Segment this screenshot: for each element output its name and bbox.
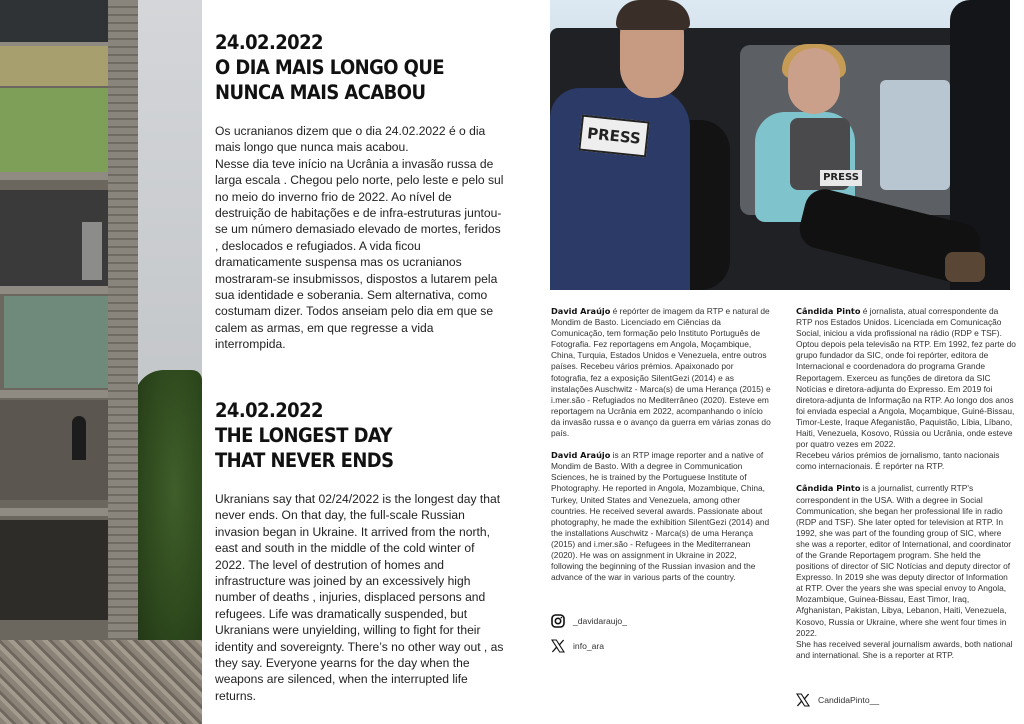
headline-line-2: THAT NEVER ENDS bbox=[215, 449, 394, 472]
room bbox=[0, 88, 108, 172]
boot bbox=[945, 252, 985, 282]
body-pt bbox=[215, 123, 505, 353]
bio-name: David Araújo bbox=[551, 450, 611, 461]
building-photo bbox=[0, 0, 202, 724]
instagram-icon bbox=[551, 614, 565, 628]
floor-slab bbox=[0, 390, 118, 398]
press-patch: PRESS bbox=[578, 115, 649, 158]
section-english bbox=[215, 398, 505, 704]
headline-line-1: O DIA MAIS LONGO QUE bbox=[215, 56, 445, 79]
floor-slab bbox=[0, 172, 118, 180]
room bbox=[4, 296, 110, 388]
bio-candida-pinto bbox=[796, 306, 1016, 672]
arched-window bbox=[72, 416, 86, 460]
bio-en bbox=[551, 450, 771, 583]
candida-x[interactable] bbox=[796, 692, 879, 708]
instagram-handle: _davidaraujo_ bbox=[573, 616, 627, 626]
man-hair bbox=[616, 0, 690, 30]
david-instagram[interactable] bbox=[551, 613, 627, 629]
room bbox=[0, 400, 112, 500]
rubble bbox=[0, 640, 202, 724]
headline-line-2: NUNCA MAIS ACABOU bbox=[215, 81, 426, 104]
bio-en-2: She has received several journalism awards, both national and international. She is a reporter at RTP. bbox=[796, 638, 1013, 660]
bio-text: é jornalista, atual correspondente da RTP nos Estados Unidos. Licenciada em Comunicação Social, iniciou a vida profissional na rádio (RDP e TSF). Optou depois pela televisão na RTP. Em 1992, fez parte do grupo fundador da SIC, onde foi repórter, editora de Internacional e coordenadora do programa Grande Reportagem. Exerceu as funções de diretora da SIC Notícias e diretora-adjunta do Expresso. Em 2019 foi diretora-adjunta de Informação na RTP. Ao longo dos anos foi enviada especial a Angola, Moçambique, Guiné-Bissau, Timor-Leste, Iraque Afeganistão, Paquistão, Líbia, Líbano, Haiti, Venezuela, Kosovo, Rússia ou Ucrânia, onde esteve por quatro vezes em 2022. bbox=[796, 306, 1016, 450]
bio-text: é repórter de imagem da RTP e natural de Mondim de Basto. Licenciado em Ciências da Comunicação, tem formação pelo Instituto Português de Fotografia. Fez reportagens em Angola, Moçambique, China, Turquia, Estados Unidos e Venezuela, entre outros países. Recebeu vários prémios. Apaixonado por fotografia, fez a exposição SilentGezi (2014) e as instalações Auschwitz - Marca(s) de uma Herança (2015) e i.mer.são - Refugiados no Mediterrâneo (2020). Esteve em reportagem na Ucrânia em 2022, acompanhando o início da invasão russa e o avanço da guerra em várias zonas do país. bbox=[551, 306, 771, 439]
floor-slab bbox=[0, 286, 118, 294]
woman-face bbox=[788, 48, 840, 114]
floor-slab bbox=[0, 508, 118, 516]
headline-en bbox=[215, 398, 482, 473]
bio-name: Cândida Pinto bbox=[796, 306, 861, 316]
headline-date: 24.02.2022 bbox=[215, 399, 323, 422]
bio-pt-2: Recebeu vários prémios de jornalismo, tanto nacionais como internacionais. É repórter na RTP. bbox=[796, 450, 1000, 472]
x-icon bbox=[551, 639, 565, 653]
paragraph: Nesse dia teve início na Ucrânia a invasão russa de larga escala . Chegou pelo norte, pelo leste e pelo sul no meio do inverno frio de 2022. Ao nível de destruição de habitações e de infra-estruturas juntou-se um número demasiado elevado de mortes, feridos , deslocados e refugiados. A vida ficou dramaticamente suspensa mas os ucranianos mostraram-se insubmissos, dispostos a lutarem pela sua identidade e soberania. Sem alternativa, como costumam dizer. Todos anseiam pelo dia em que se calem as armas, em que regresse a vida interrompida. bbox=[215, 156, 504, 352]
headline-pt bbox=[215, 30, 482, 105]
bio-name: Cândida Pinto bbox=[796, 483, 861, 494]
bio-text: is a journalist, currently RTP's correspondent in the USA. With a degree in Social Communication, she began her professional life in radio (RDP and TSF). She later opted for television at RTP. In 1992, she was part of the founding group of SIC, where she was a reporter, editor of International, and coordinator of the Grande Reportagem program. She held the positions of director of SIC Notícias and deputy director of Expresso. In 2019 she was deputy director of Information at RTP. Over the years she was special envoy to Angola, Mozambique, Guinea-Bissau, East Timor, Iraq, Afghanistan, Pakistan, Libya, Lebanon, Haiti, Venezuela, Kosovo, Russia or Ukraine, where she went four times in 2022. bbox=[796, 483, 1012, 638]
david-x[interactable] bbox=[551, 638, 604, 654]
bio-pt bbox=[551, 306, 771, 439]
x-handle: CandidaPinto__ bbox=[818, 695, 880, 705]
room bbox=[0, 0, 112, 42]
refrigerator bbox=[82, 222, 102, 280]
headline-line-1: THE LONGEST DAY bbox=[215, 424, 392, 447]
bio-text: is an RTP image reporter and a native of Mondim de Basto. With a degree in Communication Sciences, he is trained by the Portuguese Institute of Photography. He reported in Angola, Mozambique, China, Turkey, United States and Venezuela, among other countries. He received several awards. Passionate about photography, he made the exhibition SilentGezi (2014) and the installations Auschwitz - Marca(s) de uma Herança (2015) and i.mer.são - Refugees in the Mediterranean (2020). He was on assignment in Ukraine in 2022, following the beginning of the Russian invasion and the advance of the war in various parts of the country. bbox=[551, 450, 770, 583]
x-icon bbox=[796, 693, 810, 707]
reporters-photo bbox=[550, 0, 1010, 290]
section-portuguese bbox=[215, 30, 505, 353]
paragraph: Os ucranianos dizem que o dia 24.02.2022 é o dia mais longo que nunca mais acabou. bbox=[215, 124, 486, 155]
headline-date: 24.02.2022 bbox=[215, 31, 323, 54]
trees bbox=[134, 370, 202, 670]
bio-david-araujo bbox=[551, 306, 771, 594]
x-handle: info_ara bbox=[573, 641, 605, 651]
body-en bbox=[215, 491, 505, 704]
bio-pt bbox=[796, 306, 1016, 450]
bio-name: David Araújo bbox=[551, 306, 611, 316]
brick-edge bbox=[108, 0, 138, 660]
room bbox=[0, 46, 112, 86]
press-patch-2: PRESS bbox=[820, 170, 862, 186]
paragraph: Ukranians say that 02/24/2022 is the longest day that never ends. On that day, the full-scale Russian invasion began in Ukraine. It arrived from the north, east and south in the middle of the cold winter of 2022. The level of destrution of homes and infrastructure was joined by an excessively high number of deaths , injuries, displaced persons and refugees. Life was dramatically suspended, but Ukranians were unyielding, willing to fight for their identity and sovereignty. There’s no other way out , as they say. Everyone yearns for the day when the weapons are silenced, when the interrupted life returns. bbox=[215, 492, 504, 703]
car-window bbox=[880, 80, 950, 190]
bio-en bbox=[796, 483, 1016, 638]
room bbox=[0, 520, 110, 620]
